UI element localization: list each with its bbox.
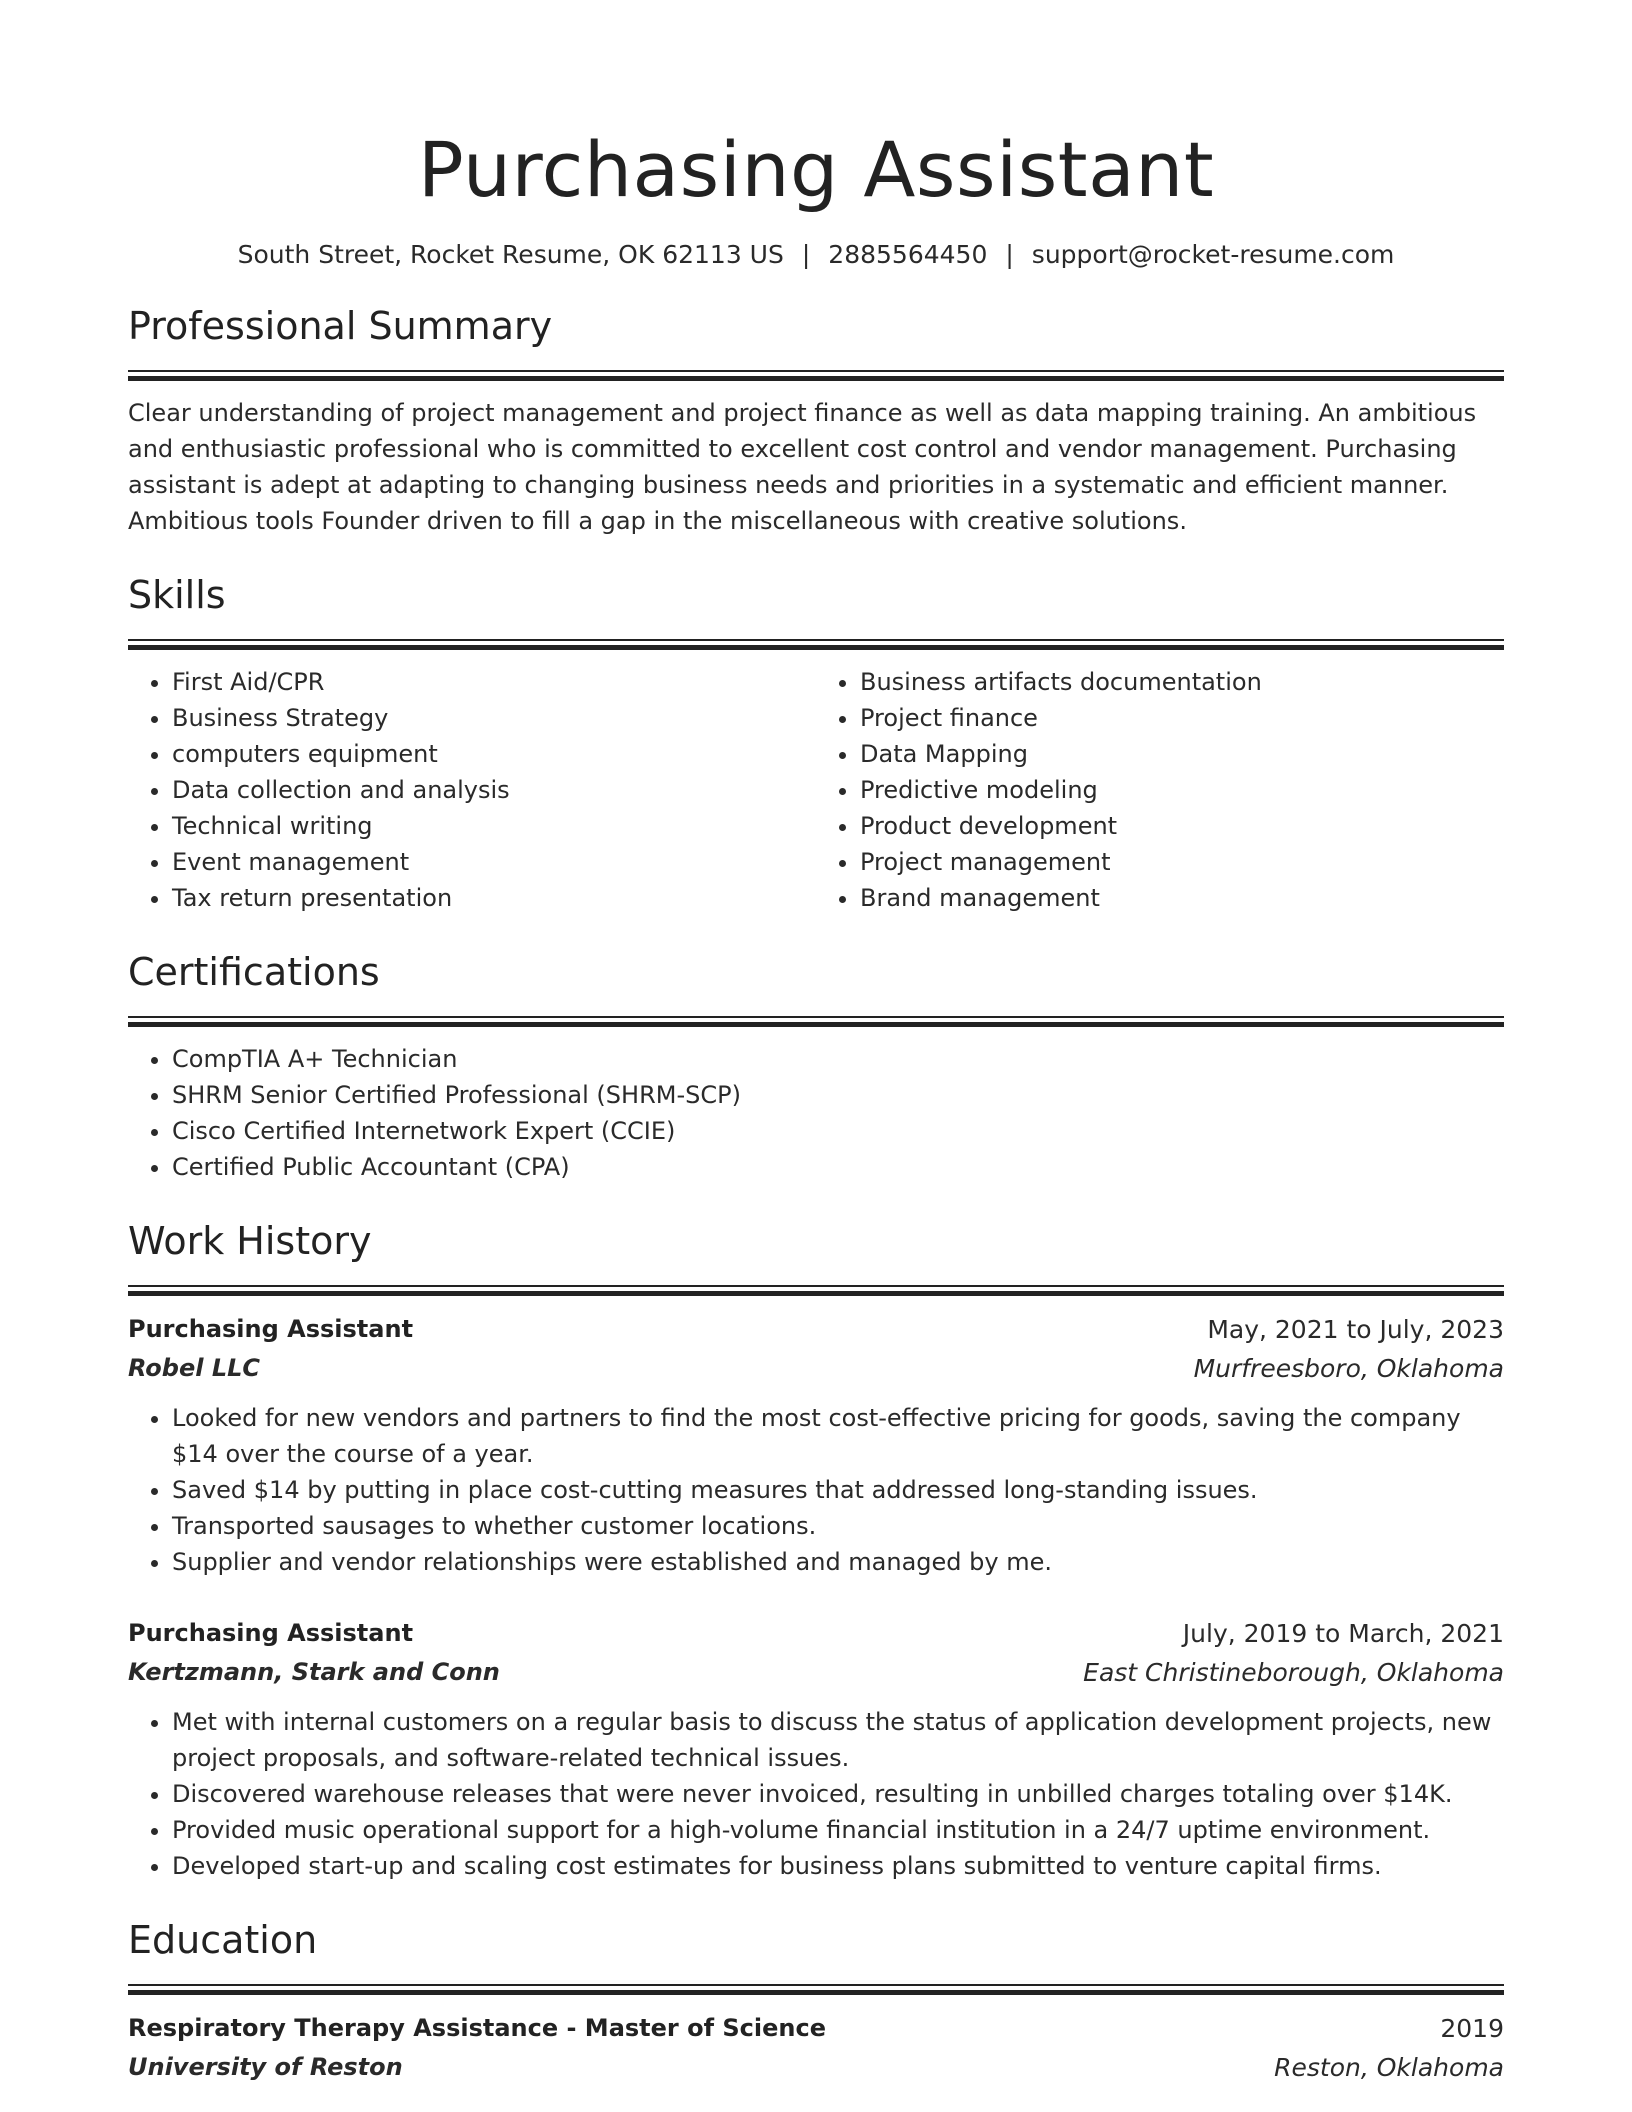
education-degree: Respiratory Therapy Assistance - Master of Science <box>128 2014 827 2042</box>
job-entry <box>128 1310 1504 1580</box>
job-bullets <box>128 1704 1504 1884</box>
education-location: Reston, Oklahoma <box>1274 2053 1504 2082</box>
skill-item: • Brand management <box>860 880 1504 916</box>
skills-section <box>128 571 1504 916</box>
job-bullet: • Discovered warehouse releases that were never invoiced, resulting in unbilled charges totaling over $14K. <box>172 1776 1504 1812</box>
certification-item: • Cisco Certified Internetwork Expert (CCIE) <box>172 1113 1504 1149</box>
job-bullet: • Met with internal customers on a regular basis to discuss the status of application development projects, new project proposals, and software-related technical issues. <box>172 1704 1504 1776</box>
skill-item: • Predictive modeling <box>860 772 1504 808</box>
contact-separator: | <box>801 240 811 269</box>
job-entry <box>128 1614 1504 1884</box>
skills-list-left <box>128 664 816 916</box>
section-divider <box>128 1016 1504 1027</box>
education-year: 2019 <box>1440 2014 1504 2043</box>
education-entry <box>128 2009 1504 2087</box>
job-location: Murfreesboro, Oklahoma <box>1193 1354 1504 1383</box>
job-title: Purchasing Assistant <box>128 1315 414 1343</box>
job-bullets <box>128 1400 1504 1580</box>
job-company: Robel LLC <box>128 1354 261 1382</box>
skills-list-right <box>816 664 1504 916</box>
skill-item: • Tax return presentation <box>172 880 816 916</box>
skill-item: • computers equipment <box>172 736 816 772</box>
section-title-education: Education <box>128 1918 318 1962</box>
skill-item: • Technical writing <box>172 808 816 844</box>
skill-item: • Data collection and analysis <box>172 772 816 808</box>
education-school-row <box>128 2048 1504 2087</box>
skills-grid <box>128 664 1504 916</box>
certifications-list <box>128 1041 1504 1185</box>
certification-item: • SHRM Senior Certified Professional (SHRM-SCP) <box>172 1077 1504 1113</box>
job-bullet: • Transported sausages to whether customer locations. <box>172 1508 1504 1544</box>
education-section <box>128 1916 1504 2087</box>
job-dates: July, 2019 to March, 2021 <box>1182 1619 1504 1648</box>
job-header-row <box>128 1614 1504 1653</box>
certification-item: • CompTIA A+ Technician <box>172 1041 1504 1077</box>
job-bullet: • Supplier and vendor relationships were established and managed by me. <box>172 1544 1504 1580</box>
job-location: East Christineborough, Oklahoma <box>1083 1658 1504 1687</box>
contact-separator: | <box>1005 240 1014 269</box>
section-divider <box>128 370 1504 381</box>
summary-text: Clear understanding of project management and project finance as well as data mapping training. An ambitious and enthusiastic professional who is committed to excellent cost control and vendor management. Purchasing assistant is adept at adapting to changing business needs and priorities in a systematic and efficient manner. Ambitious tools Founder driven to fill a gap in the miscellaneous with creative solutions. <box>128 399 1477 535</box>
skill-item: • Data Mapping <box>860 736 1504 772</box>
contact-phone: 2885564450 <box>828 240 988 269</box>
job-title: Purchasing Assistant <box>128 1619 414 1647</box>
job-header-row <box>128 1310 1504 1349</box>
skill-item: • Product development <box>860 808 1504 844</box>
job-company: Kertzmann, Stark and Conn <box>128 1658 500 1686</box>
certifications-section <box>128 948 1504 1185</box>
section-title-certifications: Certifications <box>128 950 380 994</box>
contact-line <box>128 238 1504 272</box>
education-school: University of Reston <box>128 2053 403 2081</box>
section-divider <box>128 639 1504 650</box>
skill-item: • Business artifacts documentation <box>860 664 1504 700</box>
job-bullet: • Looked for new vendors and partners to find the most cost-effective pricing for goods, saving the company $14 over the course of a year. <box>172 1400 1504 1472</box>
job-company-row <box>128 1349 1504 1388</box>
job-bullet: • Developed start-up and scaling cost estimates for business plans submitted to venture capital firms. <box>172 1848 1504 1884</box>
skill-item: • Event management <box>172 844 816 880</box>
section-divider <box>128 1285 1504 1296</box>
skill-item: • Project management <box>860 844 1504 880</box>
job-bullet: • Saved $14 by putting in place cost-cutting measures that addressed long-standing issues. <box>172 1472 1504 1508</box>
education-header-row <box>128 2009 1504 2048</box>
work-history-section <box>128 1217 1504 1884</box>
resume-name: Purchasing Assistant <box>417 125 1215 214</box>
contact-address: South Street, Rocket Resume, OK 62113 US <box>237 240 784 269</box>
job-bullet: • Provided music operational support for a high-volume financial institution in a 24/7 uptime environment. <box>172 1812 1504 1848</box>
skill-item: • First Aid/CPR <box>172 664 816 700</box>
skill-item: • Business Strategy <box>172 700 816 736</box>
section-title-work-history: Work History <box>128 1219 372 1263</box>
section-title-skills: Skills <box>128 573 226 617</box>
section-divider <box>128 1984 1504 1995</box>
certification-item: • Certified Public Accountant (CPA) <box>172 1149 1504 1185</box>
skill-item: • Project finance <box>860 700 1504 736</box>
job-dates: May, 2021 to July, 2023 <box>1207 1315 1504 1344</box>
summary-section <box>128 302 1504 539</box>
section-title-summary: Professional Summary <box>128 304 553 348</box>
contact-email: support@rocket-resume.com <box>1031 240 1395 269</box>
job-company-row <box>128 1653 1504 1692</box>
